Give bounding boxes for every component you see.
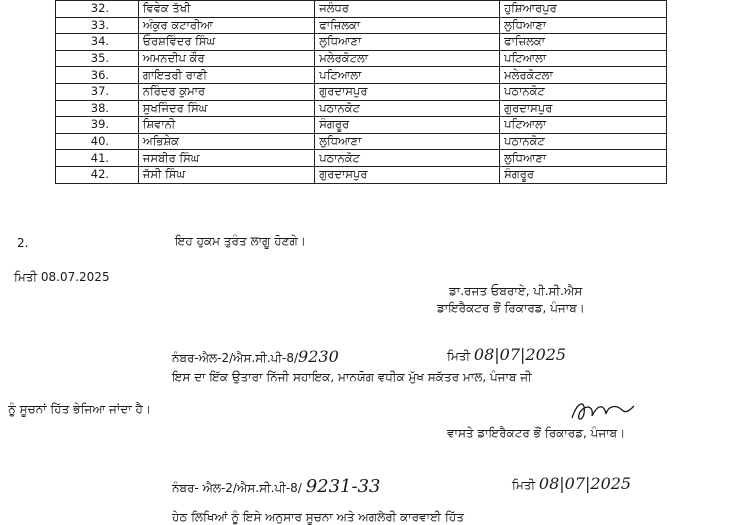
row-number: 41. <box>56 150 139 167</box>
employee-name: ਸ਼ਿਵਾਨੀ <box>138 117 314 134</box>
transfer-to: ਪਠਾਨਕੋਟ <box>500 83 667 100</box>
endorsement1-ref <box>172 347 339 366</box>
row-number: 36. <box>56 67 139 84</box>
employee-name: ਸੁਖਜਿੰਦਰ ਸਿੰਘ <box>138 100 314 117</box>
transfer-from: ਪਠਾਨਕੋਟ <box>315 100 500 117</box>
endorsement1-text-line1: ਇਸ ਦਾ ਇੱਕ ਉਤਾਰਾ ਨਿੱਜੀ ਸਹਾਇਕ, ਮਾਨਯੋਗ ਵਧੀਕ ਮੁੱਖ ਸਕੱਤਰ ਮਾਲ, ਪੰਜਾਬ ਜੀ <box>172 370 532 384</box>
transfer-to: ਪਟਿਆਲਾ <box>500 117 667 134</box>
table-row <box>56 166 667 183</box>
order-date: ਮਿਤੀ 08.07.2025 <box>14 270 110 284</box>
table-row <box>56 83 667 100</box>
table-row <box>56 17 667 34</box>
transfer-from: ਸੰਗਰੂਰ <box>315 117 500 134</box>
endorsement2-ref <box>172 476 380 497</box>
transfer-to: ਪਟਿਆਲਾ <box>500 50 667 67</box>
table-row <box>56 50 667 67</box>
transfer-to: ਹੁਸ਼ਿਆਰਪੁਰ <box>500 1 667 18</box>
row-number: 38. <box>56 100 139 117</box>
transfer-from: ਗੁਰਦਾਸਪੁਰ <box>315 166 500 183</box>
endorsement2-ref-number: 9231-33 <box>305 476 381 497</box>
endorsement1-sign-line: ਵਾਸਤੇ ਡਾਇਰੈਕਟਰ ਭੌਂ ਰਿਕਾਰਡ, ਪੰਜਾਬ। <box>447 426 626 440</box>
row-number: 42. <box>56 166 139 183</box>
endorsement2-ref-prefix: ਨੰਬਰ- ਐਲ-2/ਐਸ.ਸੀ.ਪੀ-8/ <box>172 481 302 495</box>
endorsement2-date-value: 08|07|2025 <box>538 474 632 493</box>
employee-name: ਅੰਕੁਰ ਕਟਾਰੀਆ <box>138 17 314 34</box>
employee-name: ਓਰਸ਼ਵਿੰਦਰ ਸਿੰਘ <box>138 34 314 51</box>
table-row <box>56 133 667 150</box>
transfer-to: ਪਠਾਨਕੋਟ <box>500 133 667 150</box>
transfer-from: ਗੁਰਦਾਸਪੁਰ <box>315 83 500 100</box>
endorsement1-text-line2: ਨੂੰ ਸੂਚਨਾਂ ਹਿੱਤ ਭੇਜਿਆ ਜਾਂਦਾ ਹੈ। <box>8 402 151 416</box>
employee-name: ਨਰਿੰਦਰ ਕੁਮਾਰ <box>138 83 314 100</box>
employee-name: ਵਿਵੇਕ ਤੱਖੀ <box>138 1 314 18</box>
employee-name: ਅਮਨਦੀਪ ਕੌਰ <box>138 50 314 67</box>
transfer-to: ਲੁਧਿਆਣਾ <box>500 17 667 34</box>
transfer-to: ਲੁਧਿਆਣਾ <box>500 150 667 167</box>
transfer-to: ਮਲੇਰਕੋਟਲਾ <box>500 67 667 84</box>
table-row <box>56 150 667 167</box>
endorsement1-date <box>447 345 566 364</box>
endorsement1-date-value: 08|07|2025 <box>473 345 567 364</box>
row-number: 39. <box>56 117 139 134</box>
endorsement2-date <box>512 474 631 493</box>
transfer-from: ਪਠਾਨਕੋਟ <box>315 150 500 167</box>
table-row <box>56 117 667 134</box>
handwritten-signature <box>568 396 638 428</box>
order-effective-text: ਇਹ ਹੁਕਮ ਤੁਰੰਤ ਲਾਗੂ ਹੋਣਗੇ। <box>175 234 306 248</box>
employee-name: ਜੱਸੀ ਸਿੰਘ <box>138 166 314 183</box>
transfer-from: ਫਾਜ਼ਿਲਕਾ <box>315 17 500 34</box>
transfer-from: ਜਲੰਧਰ <box>315 1 500 18</box>
employee-name: ਗਾਇਤਰੀ ਰਾਣੀ <box>138 67 314 84</box>
transfer-from: ਪਟਿਆਲਾ <box>315 67 500 84</box>
paragraph-number: 2. <box>17 236 29 250</box>
transfer-from: ਲੁਧਿਆਣਾ <box>315 34 500 51</box>
transfer-from: ਮਲੇਰਕੋਟਲਾ <box>315 50 500 67</box>
table-row <box>56 1 667 18</box>
transfer-table <box>55 0 667 184</box>
employee-name: ਅਭਿਸ਼ੇਕ <box>138 133 314 150</box>
transfer-table-body <box>56 1 667 184</box>
signatory-name: ਡਾ.ਰਜਤ ਓਬਰਾਏ, ਪੀ.ਸੀ.ਐਸ <box>449 284 583 298</box>
endorsement1-date-label: ਮਿਤੀ <box>447 349 471 363</box>
endorsement1-ref-prefix: ਨੰਬਰ-ਐਲ-2/ਐਸ.ਸੀ.ਪੀ-8/ <box>172 351 299 365</box>
table-row <box>56 67 667 84</box>
transfer-to: ਗੁਰਦਾਸਪੁਰ <box>500 100 667 117</box>
row-number: 32. <box>56 1 139 18</box>
endorsement1-ref-number: 9230 <box>298 347 339 366</box>
table-row <box>56 100 667 117</box>
signatory-designation: ਡਾਇਰੈਕਟਰ ਭੌਂ ਰਿਕਾਰਡ, ਪੰਜਾਬ। <box>437 301 585 315</box>
endorsement2-date-label: ਮਿਤੀ <box>512 478 536 492</box>
transfer-from: ਲੁਧਿਆਣਾ <box>315 133 500 150</box>
row-number: 40. <box>56 133 139 150</box>
row-number: 35. <box>56 50 139 67</box>
table-row <box>56 34 667 51</box>
employee-name: ਜਸਬੀਰ ਸਿੰਘ <box>138 150 314 167</box>
transfer-to: ਸੰਗਰੂਰ <box>500 166 667 183</box>
endorsement2-partial-line: ਹੇਠ ਲਿਖਿਆਂ ਨੂੰ ਇਸੇ ਅਨੁਸਾਰ ਸੂਚਨਾ ਅਤੇ ਅਗਲੇਰੀ ਕਾਰਵਾਈ ਹਿੱਤ <box>172 510 464 524</box>
transfer-to: ਫਾਜ਼ਿਲਕਾ <box>500 34 667 51</box>
row-number: 33. <box>56 17 139 34</box>
row-number: 37. <box>56 83 139 100</box>
row-number: 34. <box>56 34 139 51</box>
